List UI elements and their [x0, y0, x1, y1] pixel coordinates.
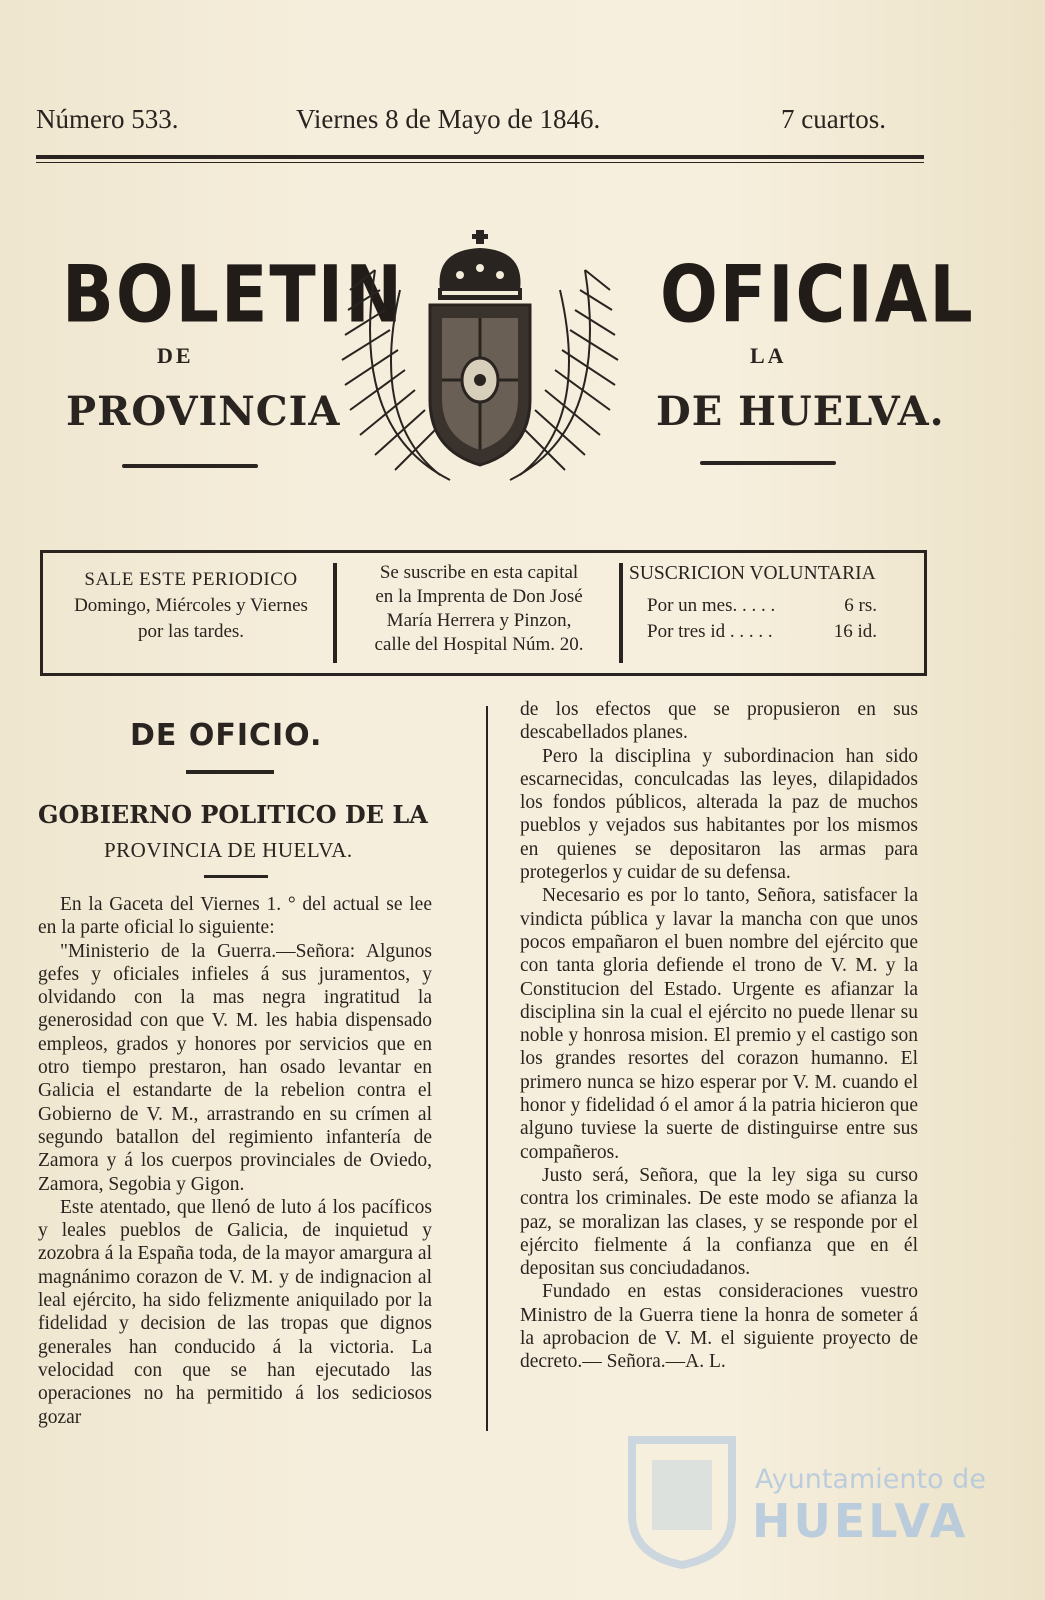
coat-of-arms-icon [330, 230, 630, 495]
ornament-rule-right [700, 461, 836, 465]
location-line-2: en la Imprenta de Don José [375, 586, 583, 607]
schedule-time: por las tardes. [137, 621, 245, 642]
paragraph: Pero la disciplina y subordinacion han sido escarnecidas, conculcadas las leyes, dilapidados los fondos públicos, alterada la paz de muchos pueblos y vejados sus habitantes por los mismos en quienes se depositaron las armas para protegerlos y cuidar de su defensa. [520, 745, 918, 884]
city-shield-watermark-icon [622, 1430, 742, 1570]
price-label: Por un mes. . . . . [647, 595, 776, 616]
masthead-rule [36, 155, 924, 159]
section-title: DE OFICIO. [130, 718, 323, 753]
subscription-location [343, 561, 615, 657]
ornament-rule-left [122, 464, 258, 468]
heading-rule [204, 875, 268, 878]
paragraph: En la Gaceta del Viernes 1. ° del actual se lee en la parte oficial lo siguiente: [38, 894, 432, 939]
schedule-title: SALE ESTE PERIODICO [84, 569, 298, 590]
issue-date: Viernes 8 de Mayo de 1846. [296, 104, 601, 134]
title-la: LA [750, 343, 787, 368]
schedule-days: Domingo, Miércoles y Viernes [74, 595, 308, 616]
column-divider [486, 706, 488, 1431]
paragraph: Necesario es por lo tanto, Señora, satisfacer la vindicta pública y lavar la mancha con que unos pocos empañaron el buen nombre del ejército que con tanta gloria defiende el trono de V. M. y la Constitucion del Estado. Urgente es afianzar la disciplina sin la cual el ejército no puede llenar su noble y honrosa mision. El premio y el castigo son los grandes resortes del corazon humanno. El primero nunca se hizo esperar por V. M. cuando el honor y fidelidad ó el amor á la patria hicieron que alguno tuviese la suerte de distinguirse entre sus compañeros. [520, 885, 918, 1163]
watermark-line-2: HUELVA [752, 1494, 969, 1548]
location-line-3: María Herrera y Pinzon, [386, 610, 572, 631]
price-value: 16 id. [833, 621, 877, 642]
box-divider-1 [333, 563, 337, 663]
publication-schedule [51, 561, 331, 645]
right-column-text [520, 698, 918, 1374]
paragraph: Justo será, Señora, que la ley siga su curso contra los criminales. De este modo se afianza la paz, se moralizan las clases, y se responde por el ejército fielmente á la confianza que en él depositan sus conciudadanos. [520, 1164, 918, 1280]
watermark-line-1: Ayuntamiento de [755, 1464, 986, 1495]
paragraph: Este atentado, que llenó de luto á los pacíficos y leales pueblos de Galicia, de inquietud y zozobra á la España toda, de la mayor amargura al magnánimo corazon de V. M. y de indignacion al leal ejército, ha sido felizmente aniquilado por la fidelidad y decision de las tropas que dignos generales han conducido á la victoria. La velocidad con que se han ejecutado las operaciones no ha permitido á los sediciosos gozar [38, 1196, 432, 1428]
paragraph: de los efectos que se propusieron en sus descabellados planes. [520, 699, 918, 744]
title-de-huelva: DE HUELVA. [656, 388, 945, 435]
section-rule [186, 770, 274, 774]
issue-price: 7 cuartos. [781, 104, 886, 134]
left-column-text [38, 893, 432, 1429]
issue-number: Número 533. [36, 104, 179, 134]
article-heading-1: GOBIERNO POLITICO DE LA [38, 800, 428, 829]
location-line-4: calle del Hospital Núm. 20. [374, 634, 584, 655]
paragraph: Fundado en estas consideraciones vuestro Ministro de la Guerra tiene la honra de someter á la aprobacion de V. M. el siguiente proyecto de decreto.— Señora.—A. L. [520, 1281, 918, 1373]
title-de: DE [157, 343, 194, 368]
box-divider-2 [619, 563, 623, 663]
price-label: Por tres id . . . . . [647, 621, 773, 642]
article-heading-2: PROVINCIA DE HUELVA. [104, 838, 353, 862]
subscription-prices [629, 561, 919, 645]
title-provincia: PROVINCIA [66, 388, 341, 435]
prices-title: SUSCRICION VOLUNTARIA [629, 563, 876, 584]
masthead-rule-thin [36, 162, 924, 163]
subscription-box [40, 550, 927, 676]
price-value: 6 rs. [844, 595, 877, 616]
price-row-quarter [647, 619, 877, 645]
title-oficial: OFICIAL [660, 250, 975, 341]
price-row-month [647, 593, 877, 619]
title-boletin: BOLETIN [62, 250, 405, 341]
masthead [36, 100, 936, 140]
paragraph: "Ministerio de la Guerra.—Señora: Algunos gefes y oficiales infieles á sus juramentos, y olvidando con la mas negra ingratitud la generosidad con que V. M. les habia dispensado empleos, grados y honores por servicios que en otro tiempo prestaron, han osado levantar en Galicia el estandarte de la rebelion contra el Gobierno de V. M., arrastrando en su crímen al segundo batallon del regimiento infantería de Zamora y á los cuerpos provinciales de Oviedo, Zamora, Segobia y Gigon. [38, 940, 432, 1195]
location-line-1: Se suscribe en esta capital [379, 562, 579, 583]
